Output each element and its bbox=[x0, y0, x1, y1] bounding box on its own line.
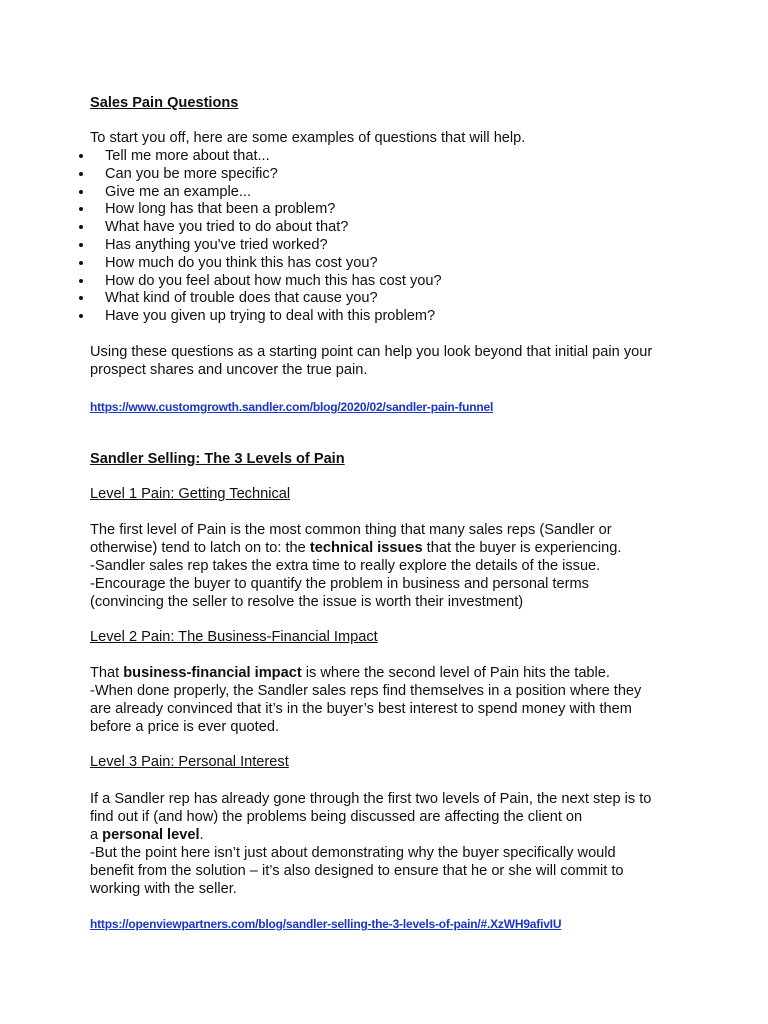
list-item bbox=[90, 307, 690, 325]
bullet-icon bbox=[79, 172, 83, 176]
level2-paragraph bbox=[90, 664, 690, 736]
paragraph-line: find out if (and how) the problems being discussed are affecting the client on bbox=[90, 809, 583, 825]
bold-term: technical issues bbox=[309, 540, 423, 556]
paragraph-line: -But the point here isn’t just about demonstrating why the buyer specifically would bbox=[90, 845, 616, 861]
paragraph-line bbox=[90, 664, 690, 682]
list-item bbox=[90, 183, 690, 201]
paragraph-line: -Encourage the buyer to quantify the problem in business and personal terms bbox=[90, 576, 589, 592]
level3-title: Level 3 Pain: Personal Interest bbox=[90, 754, 289, 770]
text-run: is where the second level of Pain hits the table. bbox=[301, 665, 610, 681]
paragraph-line bbox=[90, 539, 690, 557]
question-text: Has anything you've tried worked? bbox=[105, 236, 328, 253]
list-item bbox=[90, 147, 690, 165]
list-item bbox=[90, 254, 690, 272]
bold-term: business-financial impact bbox=[123, 665, 302, 681]
paragraph-line: benefit from the solution – it’s also designed to ensure that he or she will commit to bbox=[90, 863, 624, 879]
bullet-icon bbox=[79, 190, 83, 194]
list-item bbox=[90, 289, 690, 307]
paragraph-line: before a price is ever quoted. bbox=[90, 719, 280, 735]
level1-title: Level 1 Pain: Getting Technical bbox=[90, 486, 291, 502]
summary-line: Using these questions as a starting point can help you look beyond that initial pain your bbox=[90, 344, 653, 360]
paragraph-line: -Sandler sales rep takes the extra time to really explore the details of the issue. bbox=[90, 558, 601, 574]
text-run: . bbox=[199, 827, 204, 843]
bullet-icon bbox=[79, 296, 83, 300]
questions-list bbox=[90, 147, 690, 325]
question-text: Tell me more about that... bbox=[105, 148, 270, 164]
paragraph-line: The first level of Pain is the most common thing that many sales reps (Sandler or bbox=[90, 522, 612, 538]
paragraph-line: -When done properly, the Sandler sales reps find themselves in a position where they bbox=[90, 683, 642, 699]
paragraph-line: are already convinced that it’s in the buyer’s best interest to spend money with them bbox=[90, 701, 632, 717]
list-item bbox=[90, 200, 690, 218]
level1-paragraph bbox=[90, 521, 690, 611]
paragraph-line: working with the seller. bbox=[90, 881, 237, 897]
section-title-3-levels-of-pain: Sandler Selling: The 3 Levels of Pain bbox=[90, 451, 345, 467]
text-run: otherwise) tend to latch on to: the bbox=[90, 540, 310, 556]
bullet-icon bbox=[79, 207, 83, 211]
question-text: How much do you think this has cost you? bbox=[105, 254, 378, 271]
section-title-sales-pain-questions: Sales Pain Questions bbox=[90, 95, 239, 111]
bullet-icon bbox=[79, 279, 83, 283]
level3-paragraph bbox=[90, 790, 690, 898]
bullet-icon bbox=[79, 314, 83, 318]
text-run: a bbox=[90, 827, 103, 843]
summary-line: prospect shares and uncover the true pain. bbox=[90, 362, 368, 378]
source-link-openview-partners[interactable]: https://openviewpartners.com/blog/sandler-selling-the-3-levels-of-pain/#.XzWH9afivIU bbox=[90, 917, 562, 931]
list-item bbox=[90, 218, 690, 236]
list-item bbox=[90, 236, 690, 254]
bullet-icon bbox=[79, 243, 83, 247]
source-link-sandler-pain-funnel[interactable]: https://www.customgrowth.sandler.com/blog/2020/02/sandler-pain-funnel bbox=[90, 400, 494, 414]
text-run: That bbox=[90, 665, 124, 681]
question-text: How long has that been a problem? bbox=[105, 201, 336, 218]
bullet-icon bbox=[79, 225, 83, 229]
intro-paragraph: To start you off, here are some examples of questions that will help. bbox=[90, 130, 526, 146]
bullet-icon bbox=[79, 261, 83, 265]
question-text: What have you tried to do about that? bbox=[105, 219, 349, 236]
paragraph-line: (convincing the seller to resolve the issue is worth their investment) bbox=[90, 594, 524, 610]
bold-term: personal level bbox=[102, 827, 200, 843]
list-item bbox=[90, 165, 690, 183]
summary-paragraph bbox=[90, 343, 690, 379]
question-text: What kind of trouble does that cause you? bbox=[105, 290, 378, 307]
bullet-icon bbox=[79, 154, 83, 158]
question-text: Can you be more specific? bbox=[105, 165, 278, 182]
list-item bbox=[90, 272, 690, 290]
text-run: that the buyer is experiencing. bbox=[422, 540, 622, 556]
level2-title: Level 2 Pain: The Business-Financial Impact bbox=[90, 629, 378, 645]
paragraph-line: If a Sandler rep has already gone through the first two levels of Pain, the next step is to bbox=[90, 791, 652, 807]
paragraph-line bbox=[90, 826, 690, 844]
question-text: Give me an example... bbox=[105, 183, 252, 200]
question-text: How do you feel about how much this has cost you? bbox=[105, 272, 442, 289]
question-text: Have you given up trying to deal with this problem? bbox=[105, 308, 436, 325]
